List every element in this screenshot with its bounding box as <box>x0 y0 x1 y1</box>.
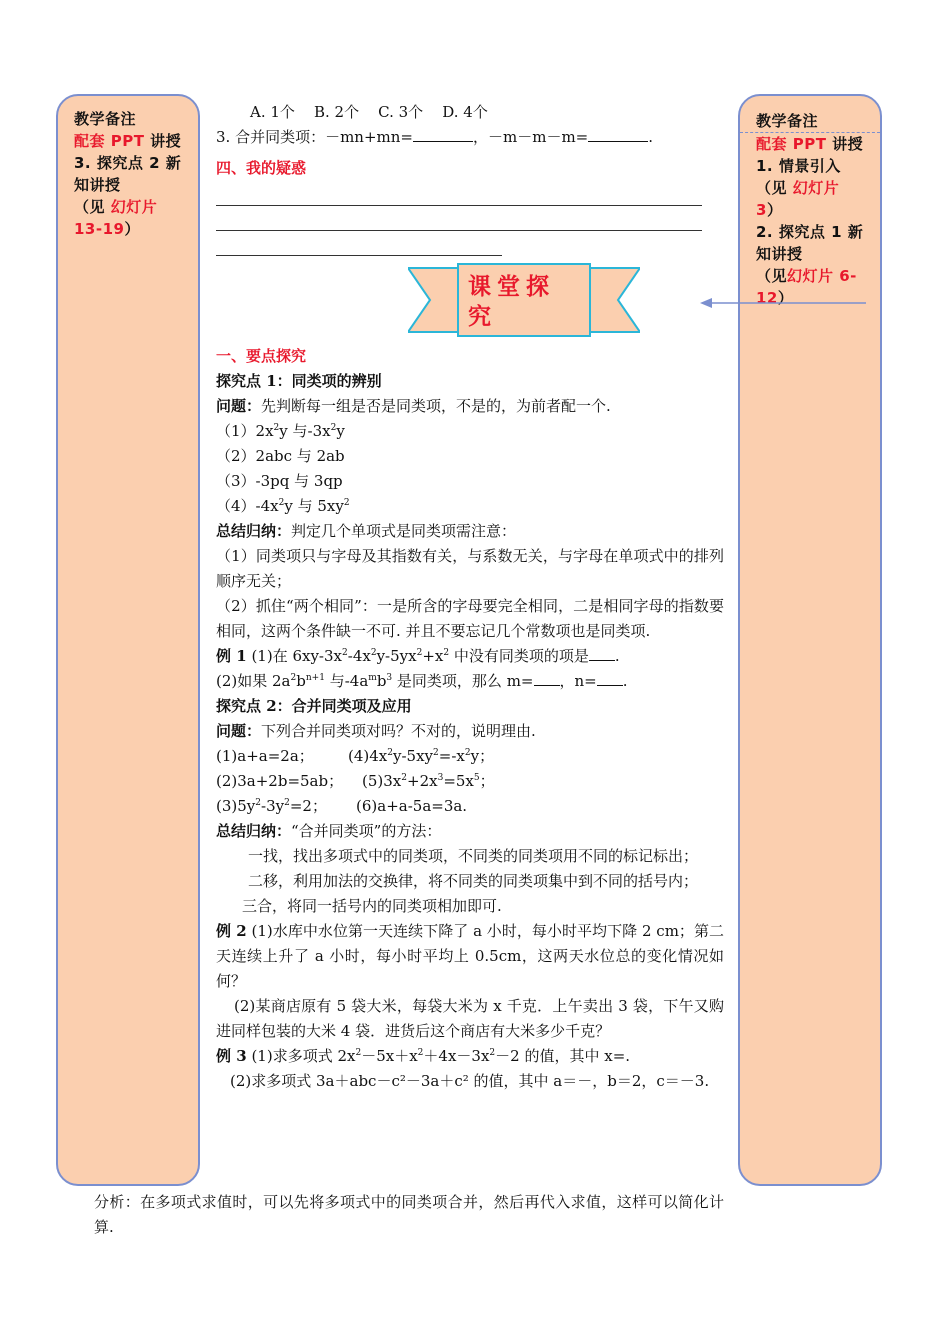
example-2-part-2: (2)某商店原有 5 袋大米，每袋大米为 x 千克．上午卖出 3 袋，下午又购进同样包装的大米 4 袋．进货后这个商店有大米多少千克？ <box>216 997 724 1040</box>
pointer-arrow-icon <box>700 296 866 310</box>
item: $(1)2x^2y$ 与$-3x^2y$ <box>216 422 345 440</box>
banner-title: 课堂探究 <box>468 274 555 330</box>
item: $(4)-4x^2y$ 与 $5xy^2$ <box>216 497 350 515</box>
choice-options: A. 1个 B. 2个 C. 3个 D. 4个 <box>250 103 488 121</box>
example-3-part-1: 例 3 (1)求多项式 $2x^2-5x+x^2+4x-3x^2-2$ 的值，其中 x=. <box>216 1047 631 1065</box>
analysis-note: 分析：在多项式求值时，可以先将多项式中的同类项合并，然后再代入求值，这样可以简化计算. <box>94 1193 724 1236</box>
question-3: 3. 合并同类项：－mn+mn= ，－m－m－m= . <box>216 128 654 146</box>
answer-line[interactable] <box>216 231 502 256</box>
topic-2-title: 探究点 2：合并同类项及应用 <box>216 697 412 715</box>
answer-line[interactable] <box>216 206 702 231</box>
doubts-heading: 四、我的疑惑 <box>216 159 307 177</box>
answer-line[interactable] <box>216 181 702 206</box>
item: （3）-3pq 与 3qp <box>216 472 343 490</box>
example-3-part-2: (2)求多项式 3a＋abc－c²－3a＋c² 的值，其中 a＝－，b＝2，c＝－3. <box>230 1072 710 1090</box>
example-1-part-1: 例 1 (1)在 $6xy-3x^2-4x^2y-5yx^2+x^2$ 中没有同类项的项是 . <box>216 647 620 665</box>
left-notes-panel: 教学备注 配套 PPT 讲授 3. 探究点 2 新 知讲授 （见 幻灯片 13-19） <box>56 94 200 1186</box>
item: （2）2abc 与 2ab <box>216 447 345 465</box>
left-notes-title: 教学备注 <box>74 110 137 128</box>
left-ppt-label: 配套 PPT <box>74 132 145 150</box>
right-notes-panel: 教学备注 配套 PPT 讲授 1. 情景引入 （见 幻灯片 3） 2. 探究点 1 新 知讲授 （见幻灯片 6- 12） <box>738 94 882 1186</box>
main-content: A. 1个 B. 2个 C. 3个 D. 4个 3. 合并同类项：－mn+mn= ，－m－m－m= . 四、我的疑惑 一、要点探究 探究点 1：同类项的辨别 问题：先判断每一组是否是同类项，不是的，为前者配一个. $(1)2x^2y$ 与$-3x^2y$ （2）2abc 与 2ab （3）-3pq 与 3qp $(4)-4x^2y$ 与 $5xy^2$ 总结归纳：判定几个单项式是同类项需注意： （1）同类项只与字母及其指数有关，与系数无关，与字母在单项式中的排列顺序无关； （2）抓住“两个相同”：一是所含的字母要完全相同，二是相同字母的指数要相同，这两个条件缺一不可. 并且不要忘记几个常数项也是同类项. 例 1 (1)在 $6xy-3x^2-4x^2y-5yx^2+x^2$ 中没有同类项的项是 . (2)如果 $2a^2b^{n+1}$ 与$-4a^mb^3$ 是同类项，那么 m= ，n= . 探究点 2：合并同类项及应用 问题：下列合并同类项对吗？不对的，说明理由. (1)a+a=2a； $(4)4x^2y-5xy^2=-x^2y$； (2)3a+2b=5ab； $(5)3x^2+2x^3=5x^5$； $(3)5y^2-3y^2=2$； (6)a+a-5a=3a. 总结归纳：“合并同类项”的方法： 一找，找出多项式中的同类项，不同类的同类项用不同的标记标出； 二移，利用加法的交换律，将不同类的同类项集中到不同的括号内； 三合，将同一括号内的同类项相加即可. 例 2 (1)水库中水位第一天连续下降了 a 小时，每小时平均下降 2 cm；第二天连续上升了 a 小时，每小时平均上 0.5cm，这两天水位总的变化情况如何？ (2)某商店原有 5 袋大米，每袋大米为 x 千克．上午卖出 3 袋，下午又购进同样包装的大米 4 袋．进货后这个商店有大米多少千克？ 例 3 (1)求多项式 $2x^2-5x+x^2+4x-3x^2-2$ 的值，其中 x=. (2)求多项式 3a＋abc－c²－3a＋c² 的值，其中 a＝－，b＝2，c＝－3. <box>216 100 724 1094</box>
example-1-part-2: (2)如果 $2a^2b^{n+1}$ 与$-4a^mb^3$ 是同类项，那么 m= ，n= . <box>216 672 628 690</box>
section-heading: 一、要点探究 <box>216 347 307 365</box>
right-notes-title: 教学备注 <box>756 112 819 130</box>
example-2-part-1: 例 2 (1)水库中水位第一天连续下降了 a 小时，每小时平均下降 2 cm；第二天连续上升了 a 小时，每小时平均上 0.5cm，这两天水位总的变化情况如何？ <box>216 922 724 990</box>
topic-1-title: 探究点 1：同类项的辨别 <box>216 372 382 390</box>
